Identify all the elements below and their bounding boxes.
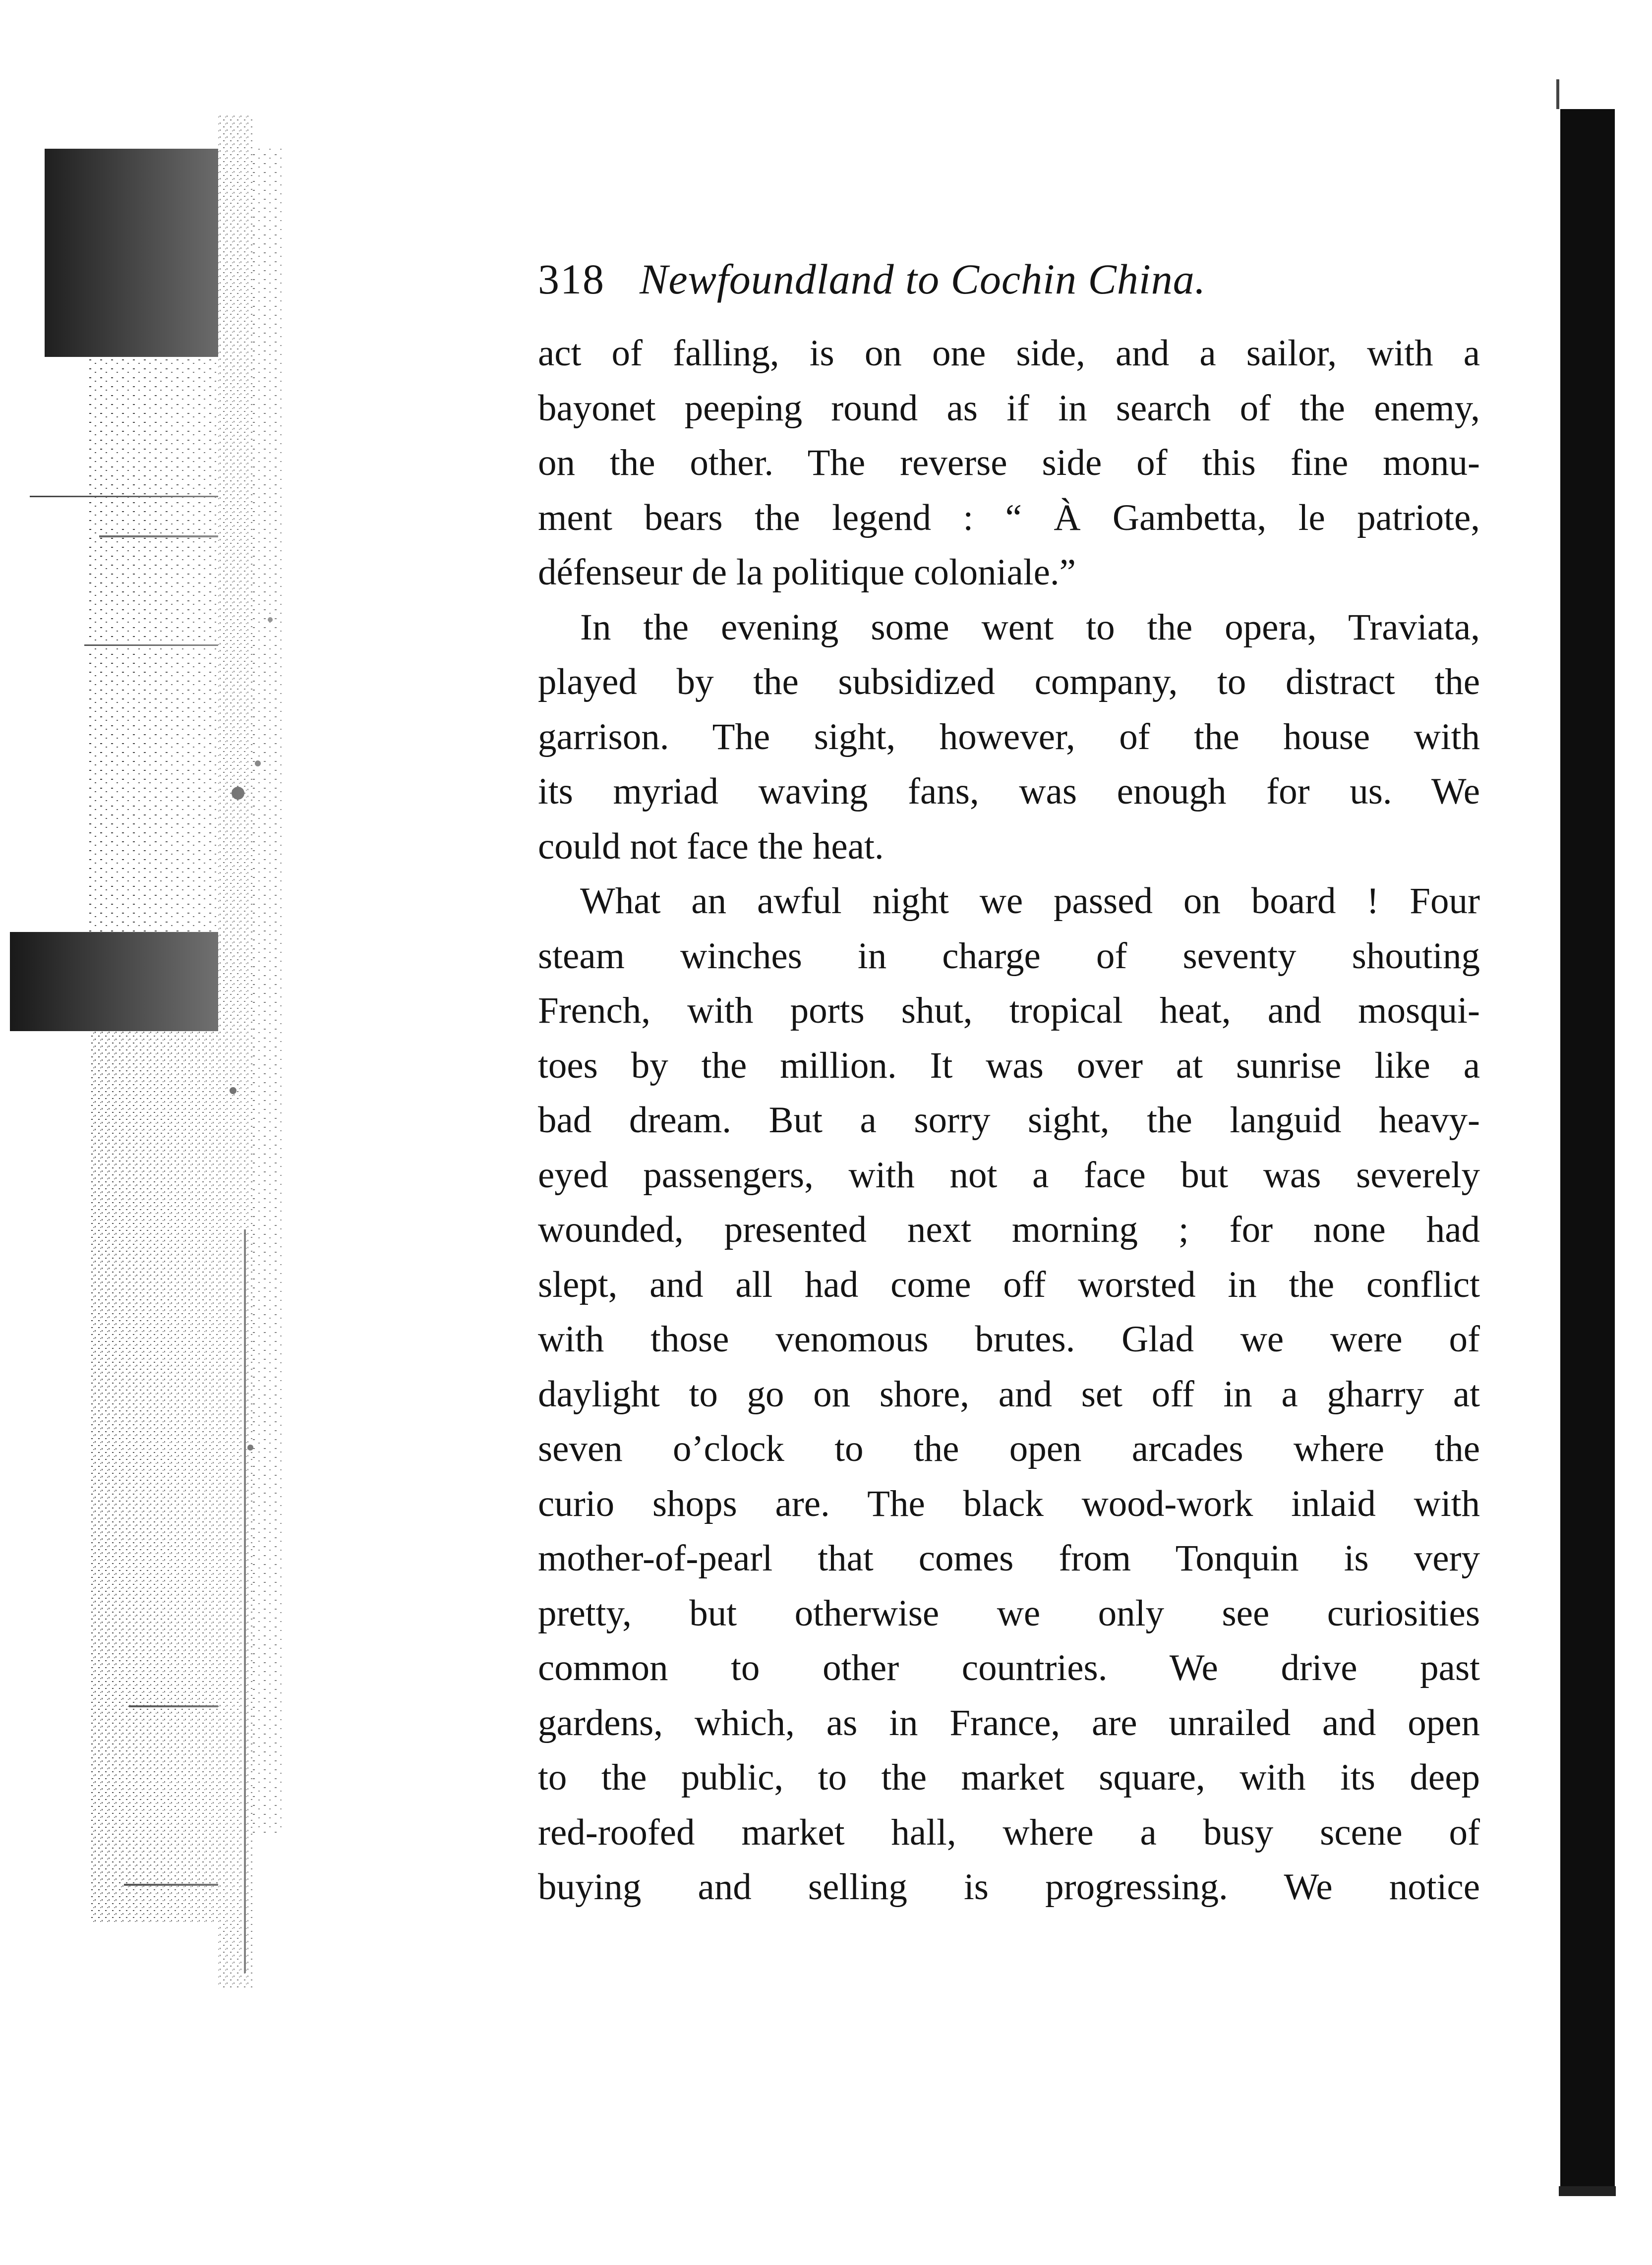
text-line: played by the subsidized company, to distract the <box>538 661 1480 702</box>
scan-page-edge <box>1553 0 1652 2265</box>
page-text <box>538 255 1480 1915</box>
text-line: bad dream. But a sorry sight, the languid heavy- <box>538 1100 1480 1141</box>
text-line: curio shops are. The black wood-work inlaid with <box>538 1483 1480 1524</box>
text-line: What an awful night we passed on board ! Four <box>580 880 1480 922</box>
text-line: slept, and all had come off worsted in the conflict <box>538 1264 1480 1305</box>
paragraph-2 <box>538 600 1480 874</box>
text-line: act of falling, is on one side, and a sailor, with a <box>538 333 1480 374</box>
text-line: eyed passengers, with not a face but was severely <box>538 1154 1480 1196</box>
paragraph-3 <box>538 874 1480 1915</box>
paragraph-1 <box>538 326 1480 600</box>
text-line: to the public, to the market square, with its deep <box>538 1757 1480 1798</box>
text-line: with those venomous brutes. Glad we were of <box>538 1319 1480 1360</box>
text-line: wounded, presented next morning ; for none had <box>538 1209 1480 1250</box>
text-line: seven o’clock to the open arcades where the <box>538 1428 1480 1469</box>
text-line: could not face the heat. <box>538 825 884 867</box>
text-line: common to other countries. We drive past <box>538 1647 1480 1688</box>
running-title: Newfoundland to Cochin China. <box>640 255 1206 303</box>
text-line: French, with ports shut, tropical heat, and mosqui- <box>538 990 1480 1031</box>
text-line: ment bears the legend : “ À Gambetta, le patriote, <box>538 497 1480 538</box>
text-line: pretty, but otherwise we only see curiosities <box>538 1592 1480 1634</box>
text-line: toes by the million. It was over at sunrise like a <box>538 1045 1480 1086</box>
text-line: mother-of-pearl that comes from Tonquin is very <box>538 1538 1480 1579</box>
text-line: buying and selling is progressing. We notice <box>538 1866 1480 1908</box>
text-line: In the evening some went to the opera, Traviata, <box>580 606 1480 648</box>
text-line: on the other. The reverse side of this fine monu- <box>538 442 1480 483</box>
running-head <box>538 255 1480 317</box>
page-number: 318 <box>538 255 605 303</box>
text-line: garrison. The sight, however, of the house with <box>538 716 1480 757</box>
text-line: red-roofed market hall, where a busy scene of <box>538 1811 1480 1853</box>
text-line: défenseur de la politique coloniale.” <box>538 552 1076 593</box>
text-line: daylight to go on shore, and set off in a gharry at <box>538 1373 1480 1415</box>
scan-binding-shadow <box>0 0 307 2265</box>
text-line: gardens, which, as in France, are unrailed and open <box>538 1702 1480 1743</box>
text-line: its myriad waving fans, was enough for us. We <box>538 771 1480 812</box>
text-line: steam winches in charge of seventy shouting <box>538 935 1480 977</box>
text-line: bayonet peeping round as if in search of the enemy, <box>538 387 1480 429</box>
